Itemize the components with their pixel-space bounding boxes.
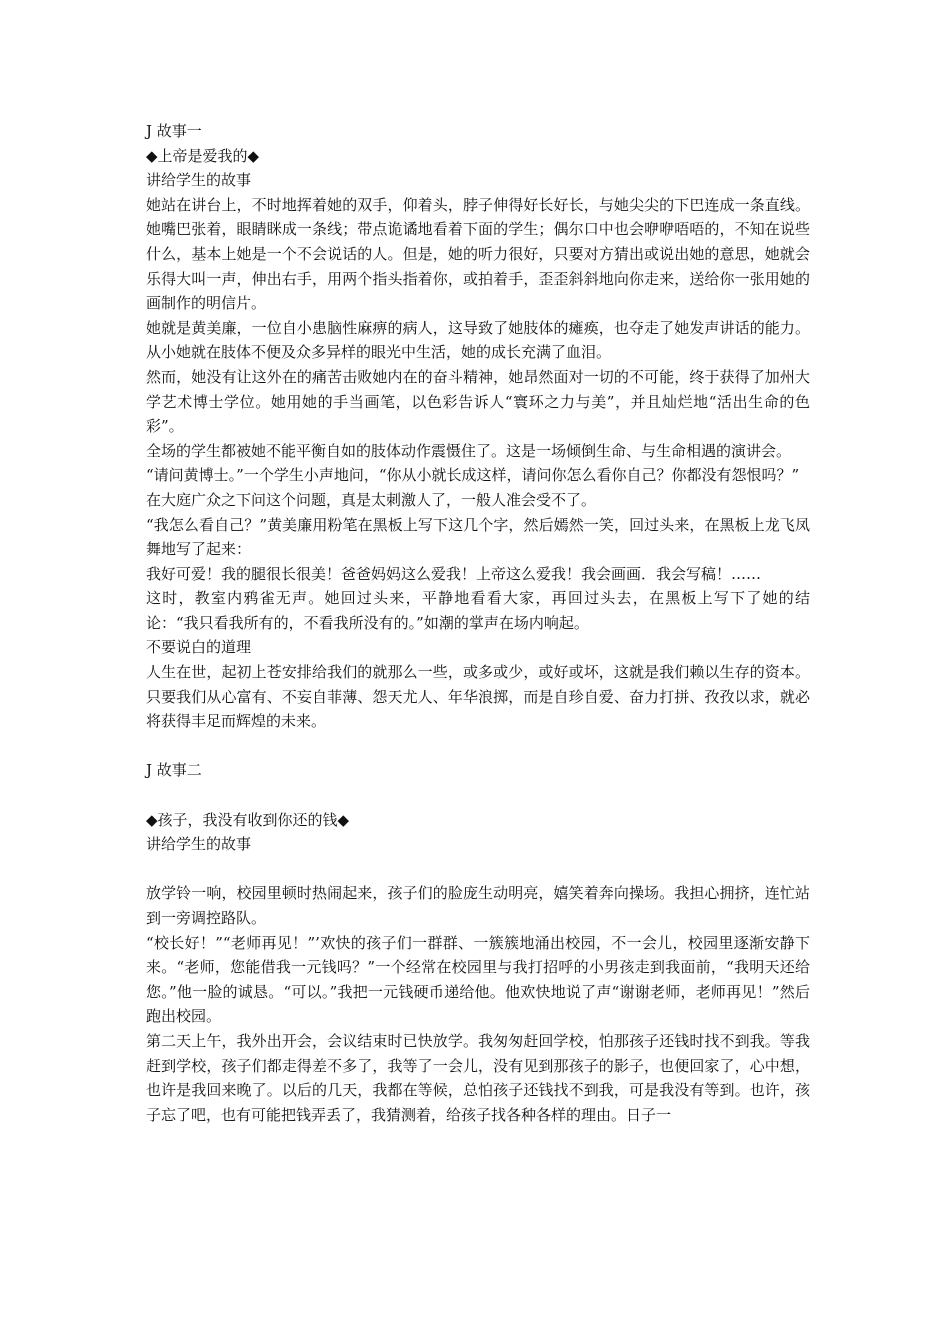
story2-paragraph: 放学铃一响，校园里顿时热闹起来，孩子们的脸庞生动明亮，嬉笑着奔向操场。我担心拥挤，连忙站到一旁调控路队。: [146, 884, 810, 927]
document-page: [146, 119, 810, 1127]
story1-paragraph: 我好可爱！我的腿很长很美！爸爸妈妈这么爱我！上帝这么爱我！我会画画．我会写稿！……: [146, 564, 762, 583]
story1-paragraph: 她就是黄美廉，一位自小患脑性麻痹的病人，这导致了她肢体的瘫痪，也夺走了她发声讲话的能力。从小她就在肢体不便及众多异样的眼光中生活，她的成长充满了血泪。: [146, 318, 810, 362]
story2-title: ◆孩子，我没有收到你还的钱◆: [146, 810, 350, 829]
story1-paragraph: 然而，她没有让这外在的痛苦击败她内在的奋斗精神，她昂然面对一切的不可能，终于获得了加州大学艺术博士学位。她用她的手当画笔，以色彩告诉人“寰环之力与美”，并且灿烂地“活出生命的色彩”。: [146, 367, 810, 436]
story1-paragraph: 全场的学生都被她不能平衡自如的肢体动作震慑住了。这是一场倾倒生命、与生命相遇的演讲会。: [146, 441, 792, 460]
story1-lesson-label: 不要说白的道理: [146, 638, 252, 657]
story1-paragraph: “我怎么看自己？”黄美廉用粉笔在黑板上写下这几个字，然后嫣然一笑，回过头来，在黑板上龙飞凤舞地写了起来：: [146, 515, 810, 559]
story1-heading: J 故事一: [146, 122, 202, 140]
story1-paragraph: “请问黄博士。”一个学生小声地问，“你从小就长成这样，请问你怎么看你自己？你都没有怨恨吗？”: [146, 466, 800, 485]
story2-subtitle: 讲给学生的故事: [146, 835, 252, 854]
story1-subtitle: 讲给学生的故事: [146, 171, 252, 190]
story2-paragraph: 第二天上午，我外出开会，会议结束时已快放学。我匆匆赶回学校，怕那孩子还钱时找不到我。等我赶到学校，孩子们都走得差不多了，我等了一会儿，没有见到那孩子的影子，也便回家了，心中想，也许是我回来晚了。以后的几天，我都在等候，总怕孩子还钱找不到我，可是我没有等到。也许，孩子忘了吧，也有可能把钱弄丢了，我猜测着，给孩子找各种各样的理由。日子一: [146, 1031, 810, 1124]
story1-paragraph: 她站在讲台上，不时地挥着她的双手，仰着头，脖子伸得好长好长，与她尖尖的下巴连成一条直线。她嘴巴张着，眼睛眯成一条线；带点诡谲地看着下面的学生；偶尔口中也会咿咿唔唔的，不知在说些什么，基本上她是一个不会说话的人。但是，她的听力很好，只要对方猜出或说出她的意思，她就会乐得大叫一声，伸出右手，用两个指头指着你，或拍着手，歪歪斜斜地向你走来，送给你一张用她的画制作的明信片。: [146, 195, 810, 313]
story2-paragraph: “校长好！”“老师再见！”’欢快的孩子们一群群、一簇簇地涌出校园，不一会儿，校园里逐渐安静下来。“老师，您能借我一元钱吗？”一个经常在校园里与我打招呼的小男孩走到我面前，“我明天还给您。”他一脸的诚恳。“可以。”我把一元钱硬币递给他。他欢快地说了声“谢谢老师，老师再见！”然后跑出校园。: [146, 933, 810, 1026]
story2-heading: J 故事二: [146, 761, 202, 780]
story1-title: ◆上帝是爱我的◆: [146, 146, 260, 165]
story1-lesson: 人生在世，起初上苍安排给我们的就那么一些，或多或少，或好或坏，这就是我们赖以生存的资本。只要我们从心富有、不妄自菲薄、怨天尤人、年华浪掷，而是自珍自爱、奋力打拼、孜孜以求，就必将获得丰足而辉煌的未来。: [146, 663, 810, 731]
story1-paragraph: 这时，教室内鸦雀无声。她回过头来，平静地看看大家，再回过头去，在黑板上写下了她的结论：“我只看我所有的，不看我所没有的。”如潮的掌声在场内响起。: [146, 589, 810, 632]
story1-paragraph: 在大庭广众之下问这个问题，真是太刺激人了，一般人准会受不了。: [146, 490, 597, 509]
